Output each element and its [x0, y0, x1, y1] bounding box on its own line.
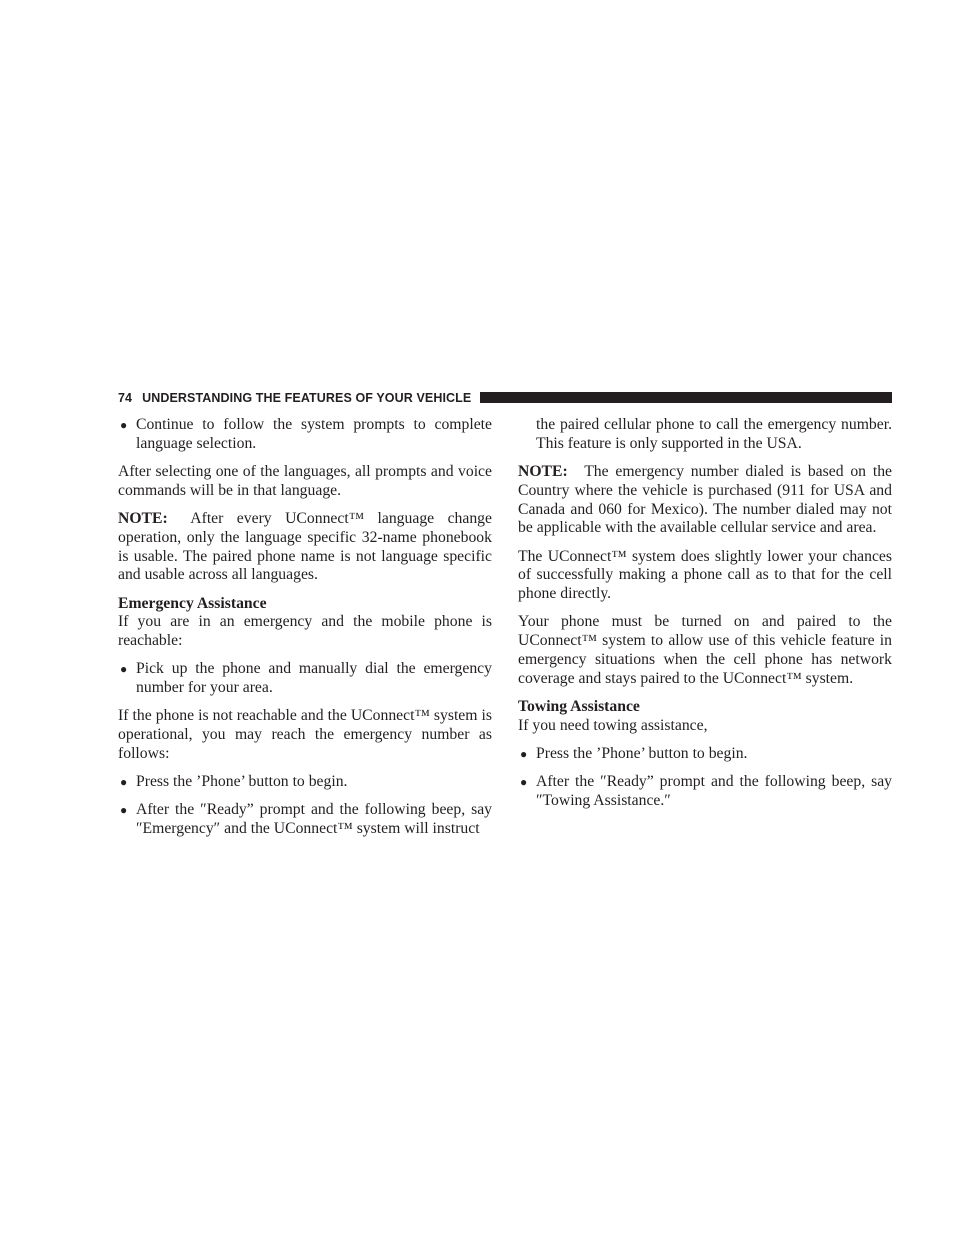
left-column	[118, 416, 492, 848]
section-heading-emergency: Emergency Assistance	[118, 594, 267, 612]
header-rule-bar	[480, 392, 892, 403]
bullet-icon: ●	[520, 746, 528, 761]
right-column	[518, 416, 892, 820]
list-item	[118, 801, 492, 839]
note-label: NOTE:	[118, 509, 168, 527]
bullet-continuation: the paired cellular phone to call the emergency number. This feature is only supported in the USA.	[536, 416, 892, 452]
paragraph: If the phone is not reachable and the UConnect™ system is operational, you may reach the emergency number as follows:	[118, 707, 492, 762]
bullet-icon: ●	[120, 803, 128, 818]
note-label: NOTE:	[518, 462, 568, 480]
note-text: After every UConnect™ language change operation, only the language specific 32-name phonebook is usable. The paired phone name is not language specific and usable across all languages.	[118, 509, 492, 584]
page-header	[118, 388, 892, 408]
bullet-text: After the ″Ready” prompt and the following beep, say ″Emergency″ and the UConnect™ system will instruct	[136, 801, 492, 838]
bullet-text: Pick up the phone and manually dial the emergency number for your area.	[136, 660, 492, 697]
list-item	[118, 660, 492, 698]
note-paragraph	[118, 510, 492, 585]
list-item	[118, 773, 492, 792]
header-title: UNDERSTANDING THE FEATURES OF YOUR VEHICLE	[142, 391, 472, 405]
paragraph: The UConnect™ system does slightly lower your chances of successfully making a phone call as to that for the cell phone directly.	[518, 547, 892, 603]
paragraph: If you are in an emergency and the mobile phone is reachable:	[118, 613, 492, 650]
list-item	[118, 416, 492, 454]
bullet-icon: ●	[120, 418, 128, 432]
list-item	[518, 745, 892, 764]
bullet-icon: ●	[120, 775, 128, 790]
bullet-text: After the ″Ready” prompt and the following beep, say ″Towing Assistance.″	[536, 773, 892, 809]
note-paragraph	[518, 463, 892, 538]
paragraph: Your phone must be turned on and paired to the UConnect™ system to allow use of this vehicle feature in emergency situations when the cell phone has network coverage and stays paired to the UConnect™ system.	[518, 613, 892, 687]
bullet-text: Press the ’Phone’ button to begin.	[536, 744, 748, 762]
bullet-icon: ●	[520, 775, 528, 790]
section-heading-towing: Towing Assistance	[518, 697, 640, 715]
page-number: 74	[118, 391, 133, 405]
list-item	[518, 773, 892, 811]
note-text: The emergency number dialed is based on the Country where the vehicle is purchased (911 for USA and Canada and 060 for Mexico). The number dialed may not be applicable with the available cellular service and area.	[518, 462, 892, 537]
bullet-text: Continue to follow the system prompts to complete language selection.	[136, 416, 492, 452]
bullet-icon: ●	[120, 662, 128, 677]
paragraph: If you need towing assistance,	[518, 716, 708, 734]
paragraph: After selecting one of the languages, all prompts and voice commands will be in that language.	[118, 462, 492, 499]
bullet-text: Press the ’Phone’ button to begin.	[136, 773, 348, 791]
